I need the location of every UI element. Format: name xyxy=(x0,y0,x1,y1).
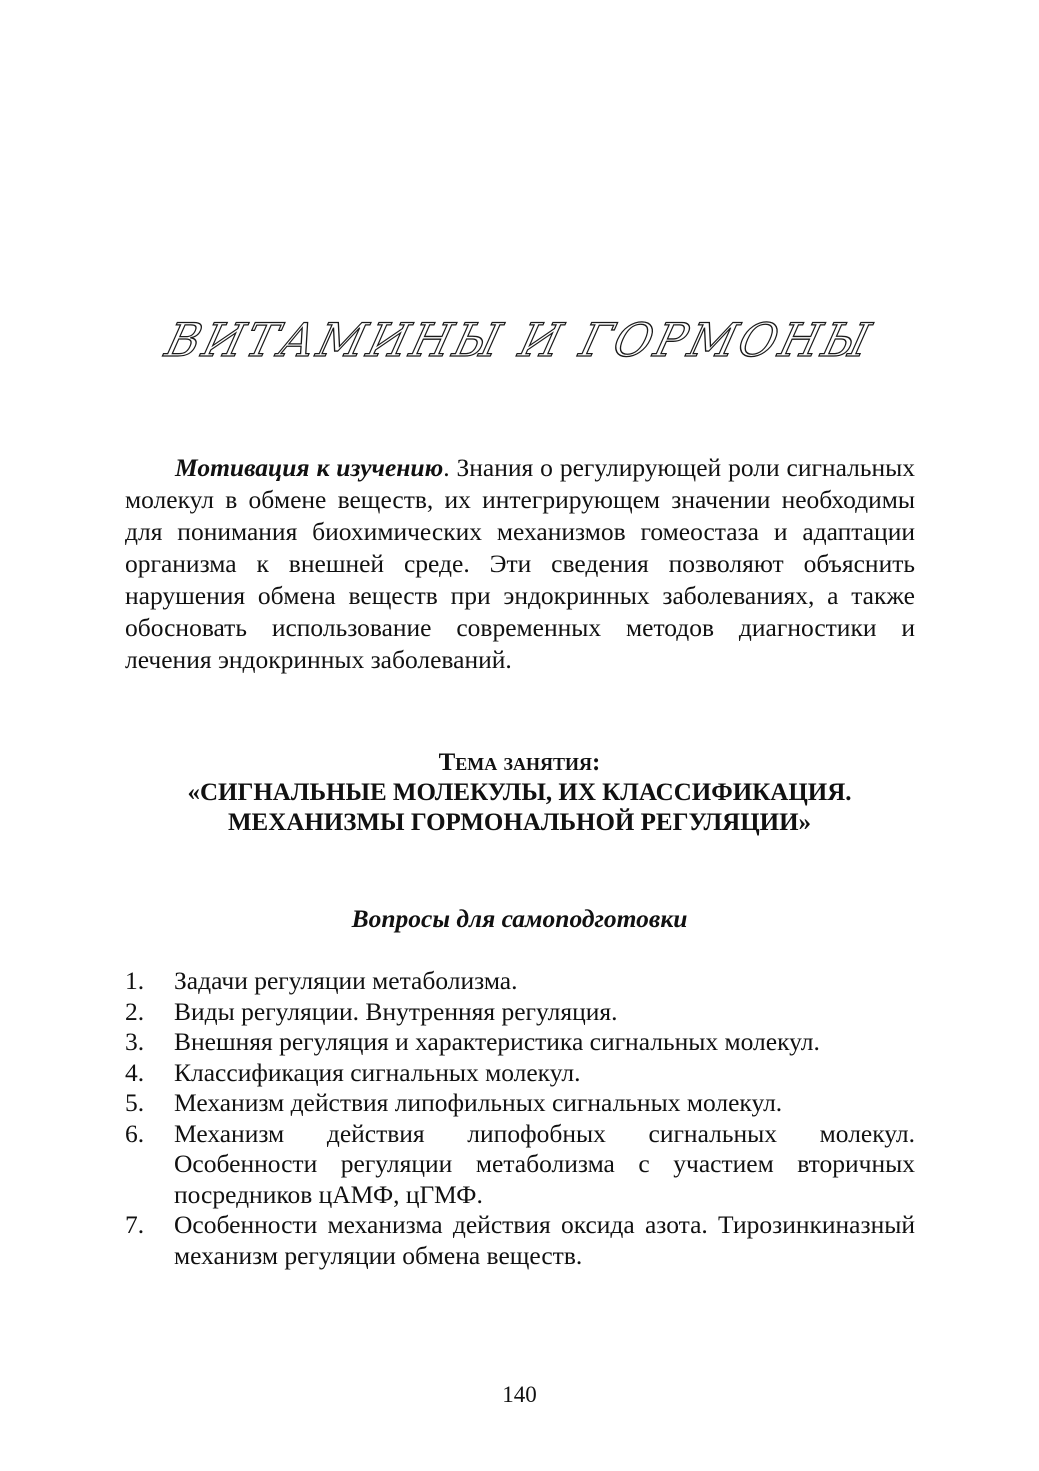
question-text: Виды регуляции. Внутренняя регуляция. xyxy=(174,996,618,1026)
question-item xyxy=(125,1210,915,1271)
page-number: 140 xyxy=(502,1382,537,1407)
motivation-paragraph xyxy=(125,452,915,676)
question-text: Механизм действия липофильных сигнальных молекул. xyxy=(174,1088,783,1117)
question-item xyxy=(125,1027,915,1058)
question-number: 4. xyxy=(125,1057,145,1087)
section-title: ВИТАМИНЫ И ГОРМОНЫ xyxy=(160,313,879,367)
questions-heading: Вопросы для самоподготовки xyxy=(351,904,688,933)
question-number: 1. xyxy=(125,966,145,995)
question-item xyxy=(125,966,915,997)
question-number: 6. xyxy=(125,1118,145,1148)
question-text: Механизм действия липофобных сигнальных молекул. Особенности регуляции метаболизма с участием вторичных посредников цАМФ, цГМФ. xyxy=(174,1118,915,1209)
question-number: 7. xyxy=(125,1210,145,1239)
question-item xyxy=(125,1119,915,1211)
motivation-text: . Знания о регулирующей роли сигнальных молекул в обмене веществ, их интегрирующем значении необходимы для понимания биохимических механизмов гомеостаза и адаптации организма к внешней среде. Эти сведения позволяют объяснить нарушения обмена веществ при эндокринных заболеваниях, а также обосновать использование современных методов диагностики и лечения эндокринных заболеваний. xyxy=(125,453,915,674)
topic-title-line-1: «СИГНАЛЬНЫЕ МОЛЕКУЛЫ, ИХ КЛАССИФИКАЦИЯ. xyxy=(187,779,852,806)
questions-list xyxy=(125,966,915,1271)
question-text: Особенности механизма действия оксида азота. Тирозинкиназный механизм регуляции обмена веществ. xyxy=(174,1210,915,1270)
topic-title-line-2: МЕХАНИЗМЫ ГОРМОНАЛЬНОЙ РЕГУЛЯЦИИ» xyxy=(227,809,812,836)
question-item xyxy=(125,997,915,1028)
question-number: 5. xyxy=(125,1088,145,1117)
question-text: Внешняя регуляция и характеристика сигнальных молекул. xyxy=(174,1027,820,1056)
question-item xyxy=(125,1058,915,1089)
question-item xyxy=(125,1088,915,1119)
topic-heading xyxy=(0,748,1039,838)
question-number: 3. xyxy=(125,1027,145,1056)
question-number: 2. xyxy=(125,996,145,1026)
motivation-lead: Мотивация к изучению xyxy=(175,453,444,482)
question-text: Задачи регуляции метаболизма. xyxy=(174,966,518,995)
question-text: Классификация сигнальных молекул. xyxy=(174,1057,581,1087)
topic-label: Тема занятия: xyxy=(438,749,601,776)
